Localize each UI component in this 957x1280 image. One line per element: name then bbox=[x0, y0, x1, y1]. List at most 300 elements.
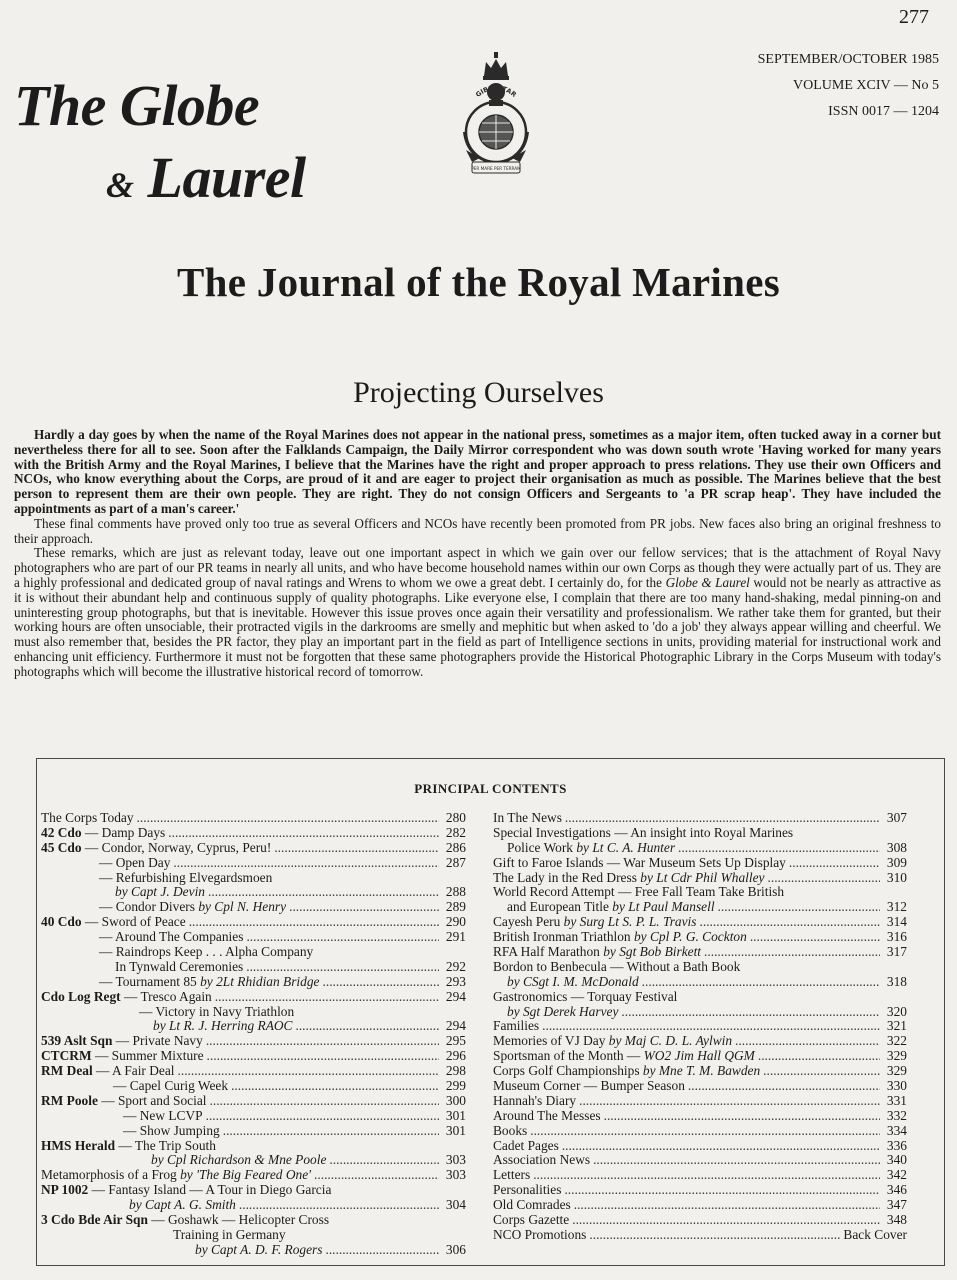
article-text: would not be nearly as attractive as it is without their abundant help and continuous supply of quality photographs. Like everyone else, I complain that there are too many hand-shaking, medal pinning-on and uninteresting group photographs, but that is inevitable. However this issue proves once again their versatility and professionalism. We rather take them for granted, but their working hours are often unsociable, their protracted vigils in the darkrooms are smelly and mephitic but when asked to 'do a job' they always appear willing and cheerful. We must also remember that, besides the PR factor, they play an important part in the field as part of Intelligence sections in units, providing material for instructional work and enhancing unit efficiency. Furthermore it must not be forgotten that these same photographers provide the Historical Photographic Library in the Corps Museum with today's photographs which will become the illustrative historical record of tomorrow. bbox=[14, 574, 942, 679]
toc-entry-title bbox=[493, 1079, 685, 1094]
toc-entry bbox=[493, 1005, 907, 1020]
toc-leader-dots bbox=[530, 1124, 880, 1139]
toc-page-number: 290 bbox=[445, 914, 466, 930]
toc-author: by Cpl Richardson & Mne Poole bbox=[151, 1152, 327, 1168]
toc-title-text: Hannah's Diary bbox=[493, 1092, 577, 1108]
toc-title-text: — Condor Divers bbox=[99, 899, 199, 915]
toc-title-text: — New LCVP bbox=[123, 1107, 203, 1123]
toc-entry-title bbox=[493, 885, 784, 900]
editorial-article bbox=[14, 428, 941, 680]
toc-page-number: 330 bbox=[886, 1078, 907, 1094]
article-title: Projecting Ourselves bbox=[353, 376, 604, 409]
toc-author: by Maj C. D. L. Aylwin bbox=[608, 1033, 733, 1049]
toc-title-text: RFA Half Marathon bbox=[493, 944, 604, 960]
toc-leader-dots bbox=[750, 930, 880, 945]
toc-leader-dots bbox=[642, 975, 880, 990]
toc-entry-title bbox=[115, 885, 205, 900]
toc-entry bbox=[41, 1094, 466, 1109]
toc-entry-title bbox=[493, 1139, 559, 1154]
toc-page-number: 303 bbox=[445, 1167, 466, 1183]
toc-title-text: — Around The Companies bbox=[99, 929, 244, 945]
toc-title-text: Letters bbox=[493, 1167, 531, 1183]
toc-author: by Lt C. A. Hunter bbox=[576, 839, 676, 855]
toc-entry bbox=[493, 1183, 907, 1198]
toc-leader-dots bbox=[565, 811, 880, 826]
toc-page-number: 316 bbox=[886, 929, 907, 945]
contents-heading: PRINCIPAL CONTENTS bbox=[414, 781, 567, 796]
toc-entry bbox=[41, 1109, 466, 1124]
toc-title-text: In The News bbox=[493, 810, 562, 825]
toc-entry-title bbox=[41, 1213, 329, 1228]
masthead-title-line1: The Globe bbox=[14, 73, 260, 138]
toc-entry bbox=[41, 885, 466, 900]
toc-entry-title bbox=[139, 1005, 294, 1020]
toc-leader-dots bbox=[289, 900, 439, 915]
toc-entry bbox=[493, 1019, 907, 1034]
toc-entry-title bbox=[41, 826, 165, 841]
toc-entry-title bbox=[493, 1168, 530, 1183]
toc-entry-title bbox=[493, 1228, 586, 1243]
toc-leader-dots bbox=[758, 1049, 880, 1064]
toc-entry bbox=[493, 990, 907, 1005]
toc-entry bbox=[41, 930, 466, 945]
toc-title-text: Old Comrades bbox=[493, 1197, 571, 1213]
toc-entry bbox=[493, 915, 907, 930]
toc-page-number: 298 bbox=[445, 1063, 466, 1079]
toc-page-number: Back Cover bbox=[843, 1226, 907, 1242]
toc-entry bbox=[41, 841, 466, 856]
toc-unit-name: RM Deal bbox=[41, 1063, 93, 1079]
toc-title-text: — Sport and Social bbox=[97, 1092, 207, 1108]
toc-page-number: 317 bbox=[886, 944, 907, 960]
toc-entry-title bbox=[493, 1153, 590, 1168]
article-paragraph bbox=[14, 546, 941, 679]
toc-author: by Mne T. M. Bawden bbox=[642, 1063, 761, 1079]
toc-entry-title bbox=[493, 1034, 732, 1049]
journal-title: The Journal of the Royal Marines bbox=[177, 259, 780, 305]
toc-entry bbox=[493, 871, 907, 886]
toc-leader-dots bbox=[574, 1198, 880, 1213]
toc-entry bbox=[493, 1124, 907, 1139]
toc-entry-title bbox=[41, 1064, 175, 1079]
toc-entry-title bbox=[507, 1005, 618, 1020]
toc-page-number: 286 bbox=[445, 839, 466, 855]
issue-date: SEPTEMBER/OCTOBER 1985 bbox=[757, 52, 939, 67]
toc-unit-name: RM Poole bbox=[41, 1092, 98, 1108]
toc-entry-title bbox=[153, 1019, 292, 1034]
contents-column-left bbox=[41, 811, 466, 1258]
toc-entry bbox=[493, 856, 907, 871]
toc-page-number: 318 bbox=[886, 973, 907, 989]
toc-page-number: 321 bbox=[886, 1018, 907, 1034]
toc-entry-title bbox=[493, 811, 562, 826]
toc-leader-dots bbox=[579, 1094, 880, 1109]
toc-unit-name: 539 Aslt Sqn bbox=[41, 1033, 113, 1049]
toc-page-number: 332 bbox=[886, 1107, 907, 1123]
toc-unit-name: 40 Cdo bbox=[41, 914, 82, 930]
masthead-laurel: Laurel bbox=[147, 145, 306, 210]
toc-entry bbox=[41, 975, 466, 990]
toc-title-text: World Record Attempt — Free Fall Team Take British bbox=[493, 884, 785, 900]
toc-page-number: 280 bbox=[445, 810, 466, 825]
toc-page-number: 294 bbox=[445, 1018, 466, 1034]
toc-entry bbox=[41, 1213, 466, 1228]
toc-entry-title bbox=[507, 975, 639, 990]
toc-entry-title bbox=[173, 1228, 286, 1243]
toc-entry bbox=[493, 1064, 907, 1079]
toc-leader-dots bbox=[735, 1034, 880, 1049]
toc-page-number: 304 bbox=[445, 1197, 466, 1213]
toc-entry bbox=[493, 885, 907, 900]
toc-page-number: 294 bbox=[445, 988, 466, 1004]
toc-page-number: 282 bbox=[445, 824, 466, 840]
toc-author: by Cpl P. G. Cockton bbox=[633, 929, 747, 945]
toc-title-text: Association News bbox=[493, 1152, 591, 1168]
crest-gibraltar-text: GIBRALTAR bbox=[474, 83, 518, 99]
toc-title-text: — Fantasy Island — A Tour in Diego Garcia bbox=[88, 1182, 332, 1198]
toc-author: by Capt A. G. Smith bbox=[129, 1197, 236, 1213]
toc-leader-dots bbox=[700, 915, 881, 930]
toc-entry-title bbox=[151, 1153, 326, 1168]
toc-entry-title bbox=[493, 1183, 561, 1198]
toc-title-text: — Victory in Navy Triathlon bbox=[139, 1003, 295, 1019]
toc-entry-title bbox=[99, 930, 243, 945]
toc-entry-title bbox=[493, 1198, 571, 1213]
toc-entry-title bbox=[493, 1094, 576, 1109]
toc-unit-name: 45 Cdo bbox=[41, 839, 82, 855]
toc-entry bbox=[41, 1079, 466, 1094]
toc-author: by Lt Paul Mansell bbox=[612, 899, 715, 915]
toc-entry bbox=[493, 1228, 907, 1243]
royal-marines-crest-icon bbox=[454, 50, 538, 180]
toc-entry bbox=[41, 826, 466, 841]
issn: ISSN 0017 — 1204 bbox=[828, 104, 939, 119]
toc-author: by Sgt Bob Birkett bbox=[603, 944, 702, 960]
toc-entry bbox=[493, 1153, 907, 1168]
toc-entry-title bbox=[41, 1049, 204, 1064]
toc-title-text: NCO Promotions bbox=[493, 1226, 587, 1242]
toc-entry-title bbox=[493, 990, 677, 1005]
toc-page-number: 301 bbox=[445, 1122, 466, 1138]
toc-leader-dots bbox=[768, 871, 881, 886]
article-paragraph: These final comments have proved only too true as several Officers and NCOs have recently been promoted from PR jobs. New faces also bring an original freshness to their approach. bbox=[14, 515, 941, 546]
principal-contents-box bbox=[36, 758, 945, 1266]
toc-page-number: 300 bbox=[445, 1092, 466, 1108]
toc-entry-title bbox=[493, 1049, 755, 1064]
toc-leader-dots bbox=[206, 1034, 439, 1049]
toc-page-number: 320 bbox=[886, 1003, 907, 1019]
toc-title-text: Memories of VJ Day bbox=[493, 1033, 609, 1049]
toc-unit-name: HMS Herald bbox=[41, 1137, 116, 1153]
toc-title-text: and European Title bbox=[507, 899, 613, 915]
toc-leader-dots bbox=[178, 1064, 439, 1079]
toc-title-text: Cadet Pages bbox=[493, 1137, 559, 1153]
toc-page-number: 308 bbox=[886, 839, 907, 855]
toc-leader-dots bbox=[295, 1019, 439, 1034]
toc-leader-dots bbox=[246, 960, 439, 975]
toc-entry-title bbox=[99, 945, 313, 960]
toc-entry bbox=[493, 930, 907, 945]
toc-entry bbox=[41, 945, 466, 960]
toc-page-number: 299 bbox=[445, 1078, 466, 1094]
toc-leader-dots bbox=[789, 856, 880, 871]
toc-author: by 'The Big Feared One' bbox=[180, 1167, 312, 1183]
contents-column-right bbox=[493, 811, 907, 1243]
toc-entry bbox=[41, 1019, 466, 1034]
toc-title-text: Bordon to Benbecula — Without a Bath Book bbox=[493, 958, 741, 974]
toc-entry-title bbox=[493, 930, 747, 945]
toc-entry-title bbox=[493, 915, 697, 930]
toc-entry bbox=[41, 1168, 466, 1183]
toc-entry bbox=[493, 1049, 907, 1064]
toc-title-text: Around The Messes bbox=[493, 1107, 601, 1123]
toc-entry-title bbox=[41, 1034, 203, 1049]
toc-page-number: 331 bbox=[886, 1092, 907, 1108]
toc-entry-title bbox=[507, 900, 715, 915]
toc-entry-title bbox=[113, 1079, 228, 1094]
toc-entry bbox=[41, 1124, 466, 1139]
toc-page-number: 303 bbox=[445, 1152, 466, 1168]
toc-page-number: 309 bbox=[886, 854, 907, 870]
toc-entry bbox=[493, 1079, 907, 1094]
toc-leader-dots bbox=[210, 1094, 440, 1109]
toc-page-number: 292 bbox=[445, 958, 466, 974]
toc-title-text: British Ironman Triathlon bbox=[493, 929, 634, 945]
toc-author: by Lt R. J. Herring RAOC bbox=[153, 1018, 293, 1034]
toc-unit-name: 3 Cdo Bde Air Sqn bbox=[41, 1212, 148, 1228]
toc-entry-title bbox=[115, 960, 243, 975]
toc-entry bbox=[493, 945, 907, 960]
article-text-emphasis: Globe & Laurel bbox=[665, 574, 750, 590]
toc-entry-title bbox=[493, 960, 740, 975]
toc-page-number: 334 bbox=[886, 1122, 907, 1138]
toc-author: by CSgt I. M. McDonald bbox=[507, 973, 639, 989]
toc-leader-dots bbox=[137, 811, 439, 826]
toc-page-number: 288 bbox=[445, 884, 466, 900]
toc-title-text: In Tynwald Ceremonies bbox=[115, 958, 244, 974]
toc-entry bbox=[493, 811, 907, 826]
toc-leader-dots bbox=[564, 1183, 880, 1198]
toc-page-number: 340 bbox=[886, 1152, 907, 1168]
toc-leader-dots bbox=[533, 1168, 880, 1183]
toc-entry bbox=[493, 1213, 907, 1228]
toc-leader-dots bbox=[329, 1153, 439, 1168]
toc-title-text: Personalities bbox=[493, 1182, 562, 1198]
toc-title-text: — Raindrops Keep . . . Alpha Company bbox=[99, 944, 314, 960]
toc-leader-dots bbox=[246, 930, 439, 945]
toc-entry-title bbox=[99, 871, 272, 886]
toc-title-text: — Open Day bbox=[99, 854, 171, 870]
toc-entry bbox=[493, 841, 907, 856]
article-text: These remarks, which are just as relevant today, leave out one important aspect in which we gain over our fellow services; that is the attachment of Royal Navy photographers who are part of our PR teams in nearly all units, and who have become household names within our own Corps as though they were actually part of us. They are a highly professional and dedicated group of naval ratings and Wrens to whom we owe a great debt. I certainly do, for the bbox=[14, 545, 941, 590]
toc-title-text: Corps Gazette bbox=[493, 1212, 570, 1228]
toc-entry-title bbox=[493, 826, 793, 841]
toc-entry-title bbox=[99, 900, 286, 915]
toc-entry bbox=[41, 856, 466, 871]
toc-page-number: 329 bbox=[886, 1063, 907, 1079]
toc-title-text: — Capel Curig Week bbox=[113, 1078, 229, 1094]
toc-title-text: Gastronomics — Torquay Festival bbox=[493, 988, 678, 1004]
toc-entry bbox=[493, 1094, 907, 1109]
toc-page-number: 346 bbox=[886, 1182, 907, 1198]
toc-leader-dots bbox=[173, 856, 439, 871]
toc-author: by Capt A. D. F. Rogers bbox=[195, 1241, 323, 1257]
toc-entry bbox=[493, 975, 907, 990]
toc-entry-title bbox=[493, 1124, 527, 1139]
toc-entry-title bbox=[493, 871, 765, 886]
toc-entry-title bbox=[493, 1109, 601, 1124]
toc-page-number: 301 bbox=[445, 1107, 466, 1123]
toc-title-text: — A Fair Deal bbox=[92, 1063, 175, 1079]
toc-title-text: Corps Golf Championships bbox=[493, 1063, 643, 1079]
toc-title-text: — Show Jumping bbox=[123, 1122, 220, 1138]
toc-page-number: 296 bbox=[445, 1048, 466, 1064]
toc-title-text: — Tournament 85 bbox=[99, 973, 201, 989]
toc-title-text: Gift to Faroe Islands — War Museum Sets Up Display bbox=[493, 854, 786, 870]
toc-leader-dots bbox=[621, 1005, 880, 1020]
toc-title-text: — Condor, Norway, Cyprus, Peru! bbox=[81, 839, 272, 855]
toc-page-number: 307 bbox=[886, 810, 907, 825]
toc-entry bbox=[41, 1049, 466, 1064]
toc-author: by Surg Lt S. P. L. Travis bbox=[563, 914, 697, 930]
toc-entry bbox=[493, 1109, 907, 1124]
toc-entry-title bbox=[41, 1094, 207, 1109]
toc-page-number: 287 bbox=[445, 854, 466, 870]
toc-leader-dots bbox=[206, 1109, 439, 1124]
toc-entry bbox=[41, 990, 466, 1005]
toc-leader-dots bbox=[325, 1243, 439, 1258]
toc-entry-title bbox=[41, 1139, 216, 1154]
toc-entry-title bbox=[493, 1064, 760, 1079]
toc-entry bbox=[41, 915, 466, 930]
toc-page-number: 289 bbox=[445, 899, 466, 915]
crest-motto: PER MARE PER TERRAM bbox=[471, 166, 521, 171]
toc-page-number: 329 bbox=[886, 1048, 907, 1064]
toc-entry bbox=[41, 1198, 466, 1213]
toc-entry bbox=[41, 1243, 466, 1258]
toc-entry-title bbox=[493, 945, 701, 960]
toc-entry-title bbox=[195, 1243, 322, 1258]
toc-entry bbox=[493, 960, 907, 975]
toc-page-number: 291 bbox=[445, 929, 466, 945]
toc-leader-dots bbox=[718, 900, 880, 915]
toc-leader-dots bbox=[688, 1079, 880, 1094]
toc-entry-title bbox=[99, 856, 170, 871]
toc-title-text: Museum Corner — Bumper Season bbox=[493, 1078, 685, 1094]
toc-entry-title bbox=[41, 841, 271, 856]
toc-entry-title bbox=[41, 915, 186, 930]
toc-title-text: Books bbox=[493, 1122, 528, 1138]
toc-page-number: 310 bbox=[886, 869, 907, 885]
toc-author: by Capt J. Devin bbox=[115, 884, 205, 900]
toc-page-number: 336 bbox=[886, 1137, 907, 1153]
masthead-title-line2 bbox=[106, 144, 306, 211]
toc-entry bbox=[493, 1034, 907, 1049]
toc-entry bbox=[41, 811, 466, 826]
article-lead-paragraph: Hardly a day goes by when the name of the Royal Marines does not appear in the national press, sometimes as a major item, often tucked away in a corner but nevertheless there for all to see. Soon after the Falklands Campaign, the Daily Mirror correspondent who was down south wrote 'Having worked for many years with the British Army and the Royal Marines, I believe that the Marines have the right and proper approach to press relations. They use their own Officers and NCOs, who know everything about the Corps, are proud of it and are eager to project their organisation as much as possible. The Marines believe that the best person to represent them are their own people. They are right. They do not consign Officers and Sergeants to 'a PR scrap heap'. They have included the appointments as part of a man's career.' bbox=[14, 427, 941, 516]
toc-leader-dots bbox=[223, 1124, 439, 1139]
toc-entry-title bbox=[99, 975, 320, 990]
toc-entry bbox=[41, 1034, 466, 1049]
toc-leader-dots bbox=[572, 1213, 880, 1228]
toc-entry bbox=[493, 1168, 907, 1183]
toc-author: by Cpl N. Henry bbox=[198, 899, 287, 915]
toc-leader-dots bbox=[189, 915, 439, 930]
toc-title-text: — Tresco Again bbox=[120, 988, 212, 1004]
toc-title-text: Special Investigations — An insight into Royal Marines bbox=[493, 824, 794, 840]
toc-leader-dots bbox=[215, 990, 439, 1005]
toc-entry bbox=[41, 1153, 466, 1168]
toc-leader-dots bbox=[678, 841, 880, 856]
toc-entry-title bbox=[41, 811, 134, 826]
toc-entry-title bbox=[123, 1124, 220, 1139]
toc-title-text: — Goshawk — Helicopter Cross bbox=[147, 1212, 330, 1228]
volume-number: VOLUME XCIV — No 5 bbox=[793, 78, 939, 93]
toc-entry bbox=[493, 1139, 907, 1154]
page-number: 277 bbox=[899, 6, 929, 28]
toc-title-text: — Damp Days bbox=[81, 824, 166, 840]
toc-leader-dots bbox=[562, 1139, 880, 1154]
toc-leader-dots bbox=[593, 1153, 880, 1168]
toc-entry-title bbox=[41, 990, 212, 1005]
toc-leader-dots bbox=[239, 1198, 439, 1213]
toc-leader-dots bbox=[763, 1064, 880, 1079]
toc-unit-name: Cdo Log Regt bbox=[41, 988, 121, 1004]
toc-title-text: Sportsman of the Month — bbox=[493, 1048, 644, 1064]
toc-entry-title bbox=[129, 1198, 236, 1213]
toc-title-text: — Sword of Peace bbox=[81, 914, 186, 930]
toc-entry bbox=[41, 1139, 466, 1154]
toc-leader-dots bbox=[274, 841, 439, 856]
toc-title-text: The Lady in the Red Dress bbox=[493, 869, 641, 885]
toc-entry-title bbox=[123, 1109, 203, 1124]
toc-unit-name: CTCRM bbox=[41, 1048, 92, 1064]
toc-entry bbox=[41, 900, 466, 915]
toc-author: by Lt Cdr Phil Whalley bbox=[640, 869, 765, 885]
toc-title-text: Metamorphosis of a Frog bbox=[41, 1167, 181, 1183]
masthead-ampersand: & bbox=[106, 165, 134, 205]
toc-page-number: 306 bbox=[445, 1241, 466, 1257]
toc-title-text: — Refurbishing Elvegardsmoen bbox=[99, 869, 273, 885]
toc-entry bbox=[493, 900, 907, 915]
toc-page-number: 293 bbox=[445, 973, 466, 989]
toc-entry bbox=[41, 960, 466, 975]
toc-leader-dots bbox=[207, 1049, 439, 1064]
toc-entry bbox=[493, 826, 907, 841]
toc-leader-dots bbox=[704, 945, 880, 960]
toc-entry bbox=[41, 871, 466, 886]
toc-entry bbox=[41, 1183, 466, 1198]
toc-entry-title bbox=[41, 1183, 331, 1198]
toc-leader-dots bbox=[542, 1019, 880, 1034]
toc-page-number: 342 bbox=[886, 1167, 907, 1183]
toc-entry bbox=[41, 1064, 466, 1079]
toc-author: by Sgt Derek Harvey bbox=[507, 1003, 619, 1019]
toc-page-number: 322 bbox=[886, 1033, 907, 1049]
toc-author: by 2Lt Rhidian Bridge bbox=[200, 973, 320, 989]
toc-entry-title bbox=[493, 1019, 539, 1034]
toc-unit-name: 42 Cdo bbox=[41, 824, 82, 840]
toc-title-text: — The Trip South bbox=[115, 1137, 216, 1153]
toc-title-text: Families bbox=[493, 1018, 540, 1034]
toc-leader-dots bbox=[589, 1228, 840, 1243]
toc-page-number: 314 bbox=[886, 914, 907, 930]
toc-entry-title bbox=[493, 1213, 569, 1228]
toc-entry-title bbox=[507, 841, 675, 856]
toc-page-number: 295 bbox=[445, 1033, 466, 1049]
toc-page-number: 348 bbox=[886, 1212, 907, 1228]
toc-leader-dots bbox=[604, 1109, 880, 1124]
